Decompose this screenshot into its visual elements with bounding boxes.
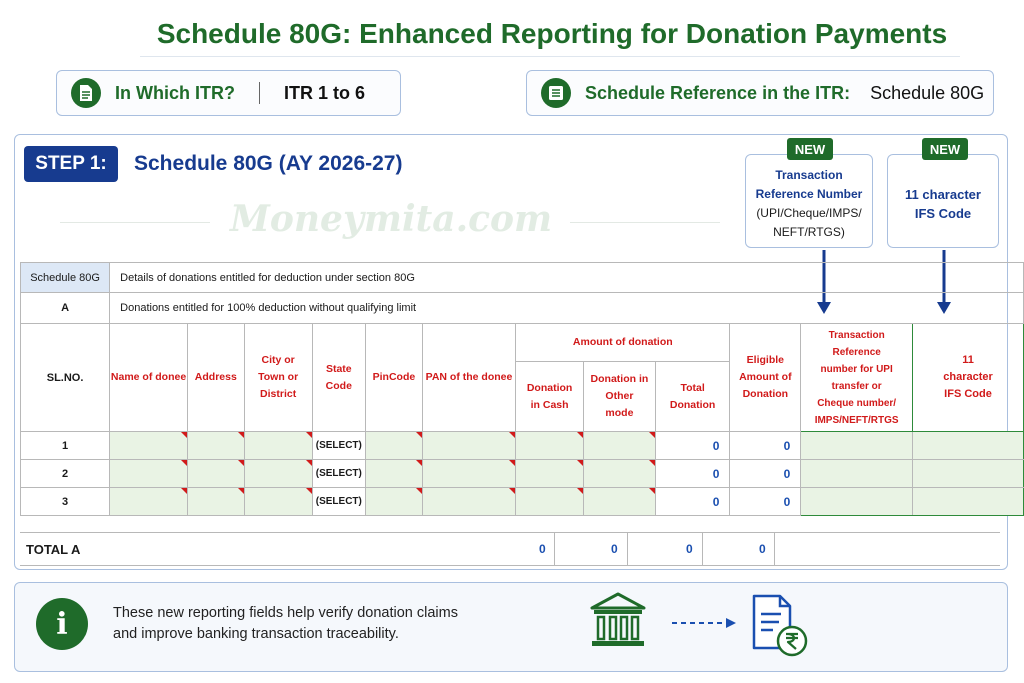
section-label: A [21, 293, 110, 324]
step-title: Schedule 80G (AY 2026-27) [134, 152, 403, 175]
pincode-input[interactable] [366, 432, 423, 460]
name-input[interactable] [110, 460, 188, 488]
total-row [20, 532, 1000, 566]
schedule-ref-label: Schedule Reference in the ITR: [585, 82, 851, 103]
pan-input[interactable] [422, 460, 515, 488]
schedule-label: Schedule 80G [21, 263, 110, 293]
other-input[interactable] [584, 432, 656, 460]
document-icon [71, 78, 101, 108]
header-city: City or Town or District [244, 324, 312, 432]
schedule-80g-table [20, 262, 1024, 516]
header-pan: PAN of the donee [422, 324, 515, 432]
total-cash: 0 [539, 542, 546, 556]
pan-input[interactable] [422, 432, 515, 460]
itr-value: ITR 1 to 6 [283, 82, 365, 103]
eligible-value: 0 [730, 488, 801, 516]
txn-ref-input[interactable] [801, 432, 913, 460]
card-line: (UPI/Cheque/IMPS/ [756, 206, 862, 220]
header-address: Address [187, 324, 244, 432]
schedule-ref-value: Schedule 80G [870, 82, 985, 103]
card-line: IFS Code [914, 206, 972, 221]
txn-ref-input[interactable] [801, 488, 913, 516]
itr-label: In Which ITR? [115, 82, 235, 103]
ifsc-input[interactable] [913, 460, 1024, 488]
header-other: Donation in Other mode [584, 362, 656, 432]
header-eligible: Eligible Amount of Donation [730, 324, 801, 432]
total-other: 0 [611, 542, 618, 556]
title-divider [140, 56, 960, 57]
cash-input[interactable] [516, 460, 584, 488]
step-badge: STEP 1: [24, 146, 118, 182]
new-card-transaction-ref [745, 154, 873, 248]
page-title: Schedule 80G: Enhanced Reporting for Donation Payments [156, 18, 948, 49]
header-pincode: PinCode [366, 324, 423, 432]
itr-pill [56, 70, 401, 116]
row-sl: 2 [21, 460, 110, 488]
table-row [21, 488, 1024, 516]
header-amount-group: Amount of donation [516, 324, 730, 362]
card-line: 11 character [905, 187, 981, 202]
total-label: TOTAL A [26, 542, 81, 557]
schedule-ref-pill [526, 70, 994, 116]
info-text [113, 603, 458, 645]
cash-input[interactable] [516, 488, 584, 516]
watermark-rule-left [60, 222, 210, 223]
pan-input[interactable] [422, 488, 515, 516]
card-line: Transaction [775, 168, 843, 182]
pill-separator [259, 82, 260, 104]
new-badge: NEW [922, 138, 968, 160]
section-desc: Donations entitled for 100% deduction without qualifying limit [110, 293, 1024, 324]
watermark: Moneymita.com [230, 198, 553, 240]
name-input[interactable] [110, 488, 188, 516]
state-select[interactable]: (SELECT) [312, 432, 365, 460]
new-card-ifsc [887, 154, 999, 248]
state-select[interactable]: (SELECT) [312, 460, 365, 488]
table-row [21, 460, 1024, 488]
ifsc-input[interactable] [913, 488, 1024, 516]
address-input[interactable] [187, 488, 244, 516]
card-line: Reference Number [755, 187, 863, 201]
rupee-receipt-icon [750, 594, 812, 660]
cash-input[interactable] [516, 432, 584, 460]
header-name: Name of donee [110, 324, 188, 432]
eligible-value: 0 [730, 460, 801, 488]
schedule-desc: Details of donations entitled for deduction under section 80G [110, 263, 1024, 293]
address-input[interactable] [187, 460, 244, 488]
city-input[interactable] [244, 460, 312, 488]
state-select[interactable]: (SELECT) [312, 488, 365, 516]
other-input[interactable] [584, 460, 656, 488]
dashed-arrow-icon [672, 616, 738, 630]
total-total: 0 [686, 542, 693, 556]
total-eligible: 0 [759, 542, 766, 556]
total-value: 0 [655, 460, 730, 488]
card-line: NEFT/RTGS) [773, 225, 845, 239]
pincode-input[interactable] [366, 488, 423, 516]
list-icon [541, 78, 571, 108]
watermark-rule-right [570, 222, 720, 223]
header-cash: Donation in Cash [516, 362, 584, 432]
total-divider [702, 532, 703, 566]
header-txn-ref: Transaction Reference number for UPI transfer or Cheque number/ IMPS/NEFT/RTGS [801, 324, 913, 432]
eligible-value: 0 [730, 432, 801, 460]
total-value: 0 [655, 488, 730, 516]
total-divider [627, 532, 628, 566]
address-input[interactable] [187, 432, 244, 460]
txn-ref-input[interactable] [801, 460, 913, 488]
header-slno: SL.NO. [21, 324, 110, 432]
info-line: and improve banking transaction traceability. [113, 626, 399, 642]
total-divider [774, 532, 775, 566]
name-input[interactable] [110, 432, 188, 460]
pincode-input[interactable] [366, 460, 423, 488]
total-value: 0 [655, 432, 730, 460]
header-ifsc: 11 character IFS Code [913, 324, 1024, 432]
ifsc-input[interactable] [913, 432, 1024, 460]
city-input[interactable] [244, 432, 312, 460]
header-total: Total Donation [655, 362, 730, 432]
other-input[interactable] [584, 488, 656, 516]
bank-icon [588, 592, 648, 650]
header-state: State Code [312, 324, 365, 432]
city-input[interactable] [244, 488, 312, 516]
row-sl: 3 [21, 488, 110, 516]
table-row [21, 432, 1024, 460]
new-badge: NEW [787, 138, 833, 160]
row-sl: 1 [21, 432, 110, 460]
info-icon: i [36, 598, 88, 650]
total-divider [554, 532, 555, 566]
info-line: These new reporting fields help verify donation claims [113, 605, 458, 621]
